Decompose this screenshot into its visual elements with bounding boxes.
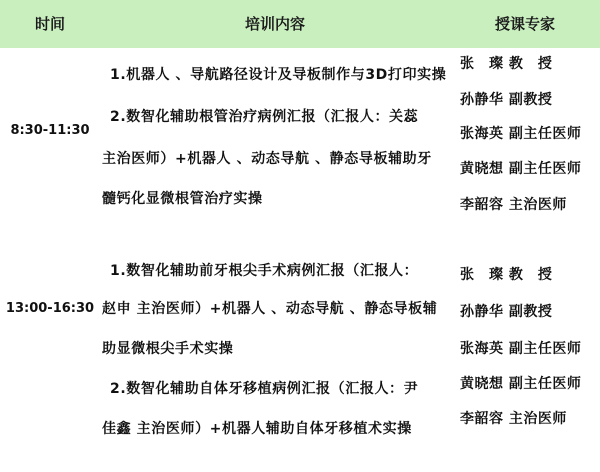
session-2-line-1: 1.数智化辅助前牙根尖手术病例汇报（汇报人：	[110, 263, 419, 279]
expert-name: 张 璨 教 授	[460, 56, 553, 72]
expert-name: 孙静华 副教授	[460, 92, 553, 108]
expert-name: 黄晓想 副主任医师	[460, 376, 582, 392]
session-2-time: 13:00-16:30	[5, 301, 95, 316]
expert-name: 黄晓想 副主任医师	[460, 161, 582, 177]
expert-name: 孙静华 副教授	[460, 304, 553, 320]
header-expert: 授课专家	[494, 15, 555, 33]
header-time: 时间	[34, 15, 65, 33]
expert-name: 张 璨 教 授	[460, 267, 553, 283]
session-2-line-5: 佳鑫 主治医师）+机器人辅助自体牙移植术实操	[102, 421, 412, 437]
expert-name: 李韶容 主治医师	[460, 197, 567, 213]
session-1-time: 8:30-11:30	[10, 123, 90, 138]
session-2-line-3: 助显微根尖手术实操	[102, 341, 234, 357]
session-2-line-2: 赵申 主治医师）+机器人 、动态导航 、静态导板辅	[102, 301, 438, 317]
session-1-line-1: 1.机器人 、导航路径设计及导板制作与3D打印实操	[110, 67, 447, 83]
expert-name: 张海英 副主任医师	[460, 341, 582, 357]
session-1-line-3: 主治医师）+机器人 、动态导航 、静态导板辅助牙	[102, 151, 432, 167]
table-header	[0, 0, 600, 48]
expert-name: 李韶容 主治医师	[460, 411, 567, 427]
session-2-line-4: 2.数智化辅助自体牙移植病例汇报（汇报人：尹	[110, 381, 419, 397]
header-content: 培训内容	[244, 15, 305, 33]
session-1-line-2: 2.数智化辅助根管治疗病例汇报（汇报人：关蕊	[110, 109, 419, 125]
session-1-line-4: 髓钙化显微根管治疗实操	[102, 191, 263, 207]
expert-name: 张海英 副主任医师	[460, 126, 582, 142]
